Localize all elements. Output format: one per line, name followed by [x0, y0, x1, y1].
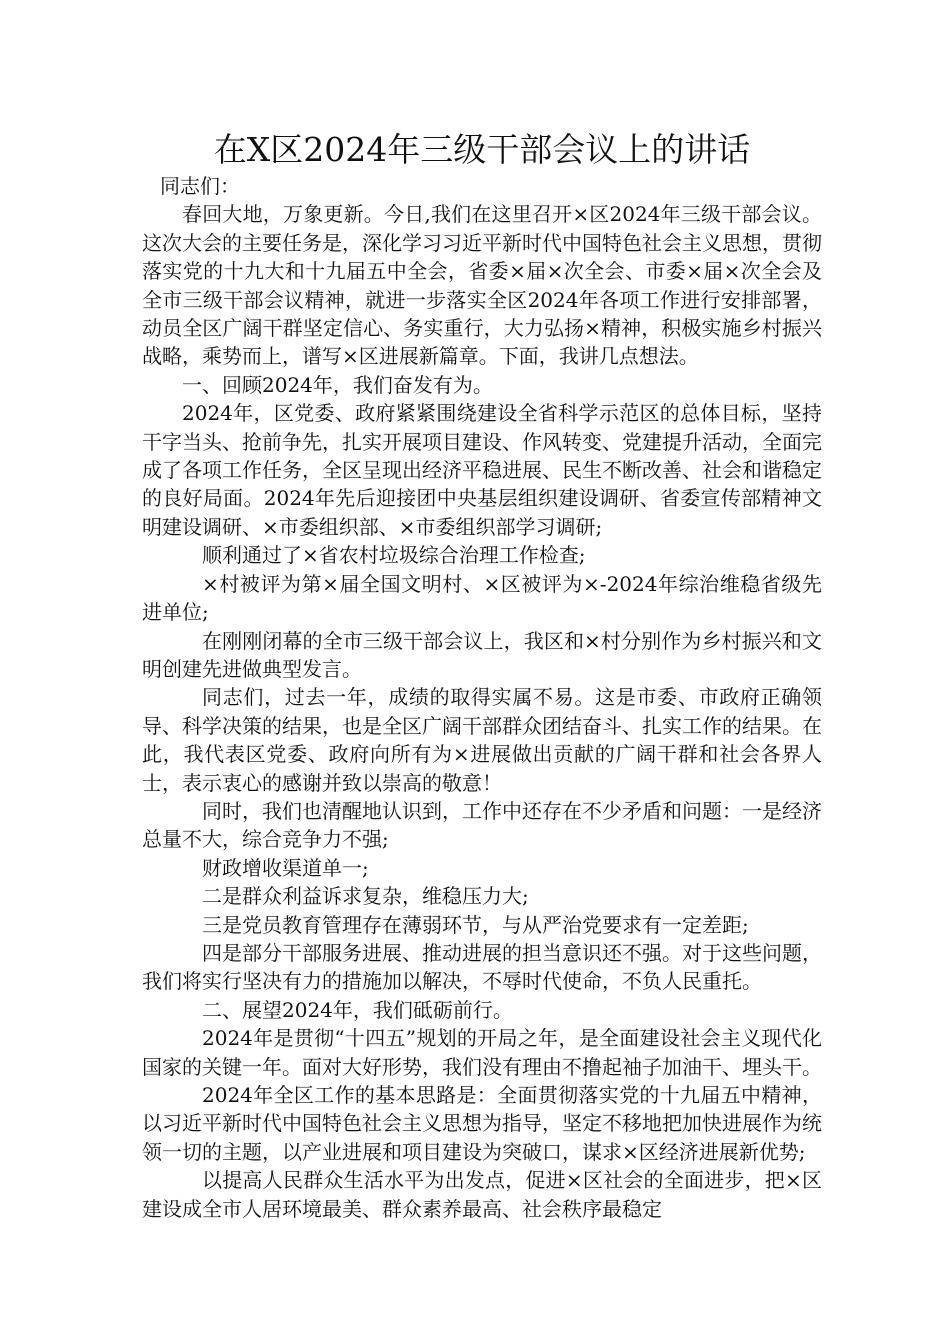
greeting: 同志们： [160, 174, 240, 198]
paragraph: 顺利通过了×省农村垃圾综合治理工作检查; [202, 543, 586, 568]
paragraph: 2024年是贯彻“十四五”规划的开局之年，是全面建设社会主义现代化国家的关键一年。面对大好形势，我们没有理由不撸起袖子加油干、埋头干。 [142, 1026, 822, 1079]
paragraph: 四是部分干部服务进展、推动进展的担当意识还不强。对于这些问题，我们将实行坚决有力的措施加以解决，不辱时代使命，不负人民重托。 [142, 940, 822, 994]
paragraph: 二是群众利益诉求复杂，维稳压力大; [202, 884, 529, 909]
paragraph: 同时，我们也清醒地认识到，工作中还存在不少矛盾和问题：一是经济总量不大，综合竞争力不强; [142, 798, 822, 852]
document-page [142, 128, 822, 1223]
document-title: 在X区2024年三级干部会议上的讲话 [213, 130, 751, 169]
paragraph: 春回大地，万象更新。今日,我们在这里召开×区2024年三级干部会议。这次大会的主要任务是，深化学习习近平新时代中国特色社会主义思想，贯彻落实党的十九大和十九届五中全会，省委×届×次全会、市委×届×次全会及全市三级干部会议精神，就进一步落实全区2024年各项工作进行安排部署，动员全区广阔干群坚定信心、务实重行，大力弘扬×精神，积极实施乡村振兴战略，乘势而上，谱写×区进展新篇章。下面，我讲几点想法。 [142, 202, 822, 369]
document-body [142, 172, 822, 1223]
paragraph: 财政增收渠道单一; [202, 855, 369, 880]
paragraph: 2024年，区党委、政府紧紧围绕建设全省科学示范区的总体目标，坚持干字当头、抢前争先，扎实开展项目建设、作风转变、党建提升活动，全面完成了各项工作任务，全区呈现出经济平稳进展、民生不断改善、社会和谐稳定的良好局面。2024年先后迎接团中央基层组织建设调研、省委宣传部精神文明建设调研、×市委组织部、×市委组织部学习调研; [142, 401, 822, 539]
paragraph: 以提高人民群众生活水平为出发点，促进×区社会的全面进步，把×区建设成全市人居环境最美、群众素养最高、社会秩序最稳定 [142, 1168, 822, 1221]
section-heading: 二、展望2024年，我们砥砺前行。 [202, 997, 513, 1022]
paragraph: 在刚刚闭幕的全市三级干部会议上，我区和×村分别作为乡村振兴和文明创建先进做典型发言。 [142, 628, 822, 681]
paragraph: 2024年全区工作的基本思路是：全面贯彻落实党的十九届五中精神，以习近平新时代中国特色社会主义思想为指导，坚定不移地把加快进展作为统领一切的主题，以产业进展和项目建设为突破口，谋求×区经济进展新优势; [142, 1083, 822, 1164]
paragraph: ×村被评为第×届全国文明村、×区被评为×-2024年综治维稳省级先进单位; [142, 571, 822, 625]
paragraph: 同志们，过去一年，成绩的取得实属不易。这是市委、市政府正确领导、科学决策的结果，也是全区广阔干部群众团结奋斗、扎实工作的结果。在此，我代表区党委、政府向所有为×进展做出贡献的广阔干群和社会各界人士，表示衷心的感谢并致以崇高的敬意！ [142, 685, 822, 795]
section-heading: 一、回顾2024年，我们奋发有为。 [182, 372, 493, 397]
paragraph: 三是党员教育管理存在薄弱环节，与从严治党要求有一定差距; [202, 912, 749, 937]
